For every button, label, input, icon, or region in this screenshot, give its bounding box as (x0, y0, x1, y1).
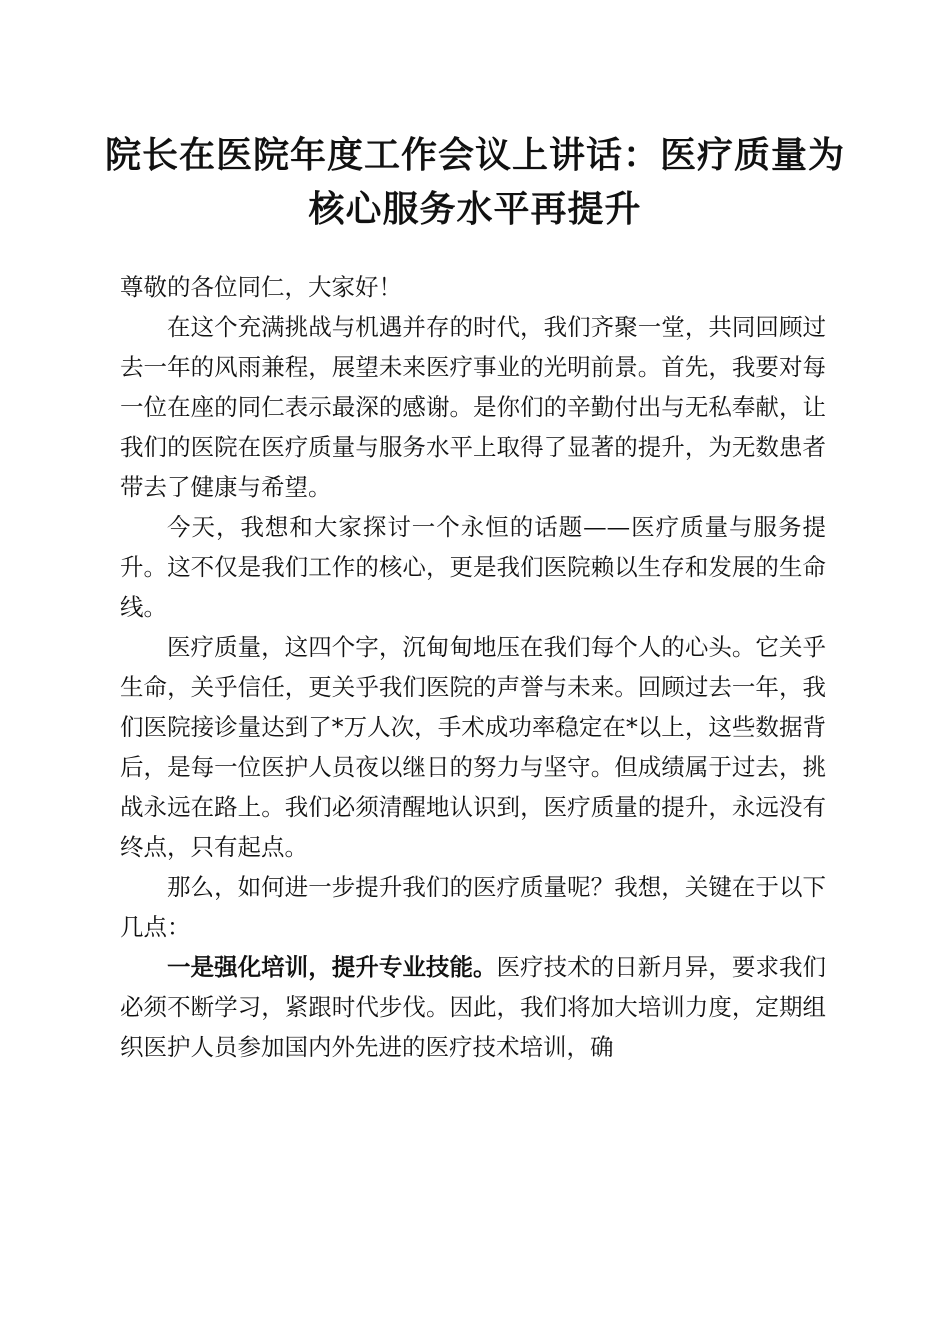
paragraph-quality: 医疗质量，这四个字，沉甸甸地压在我们每个人的心头。它关乎生命，关乎信任，更关乎我们医院的声誉与未来。回顾过去一年，我们医院接诊量达到了*万人次，手术成功率稳定在*以上，这些数据背后，是每一位医护人员夜以继日的努力与坚守。但成绩属于过去，挑战永远在路上。我们必须清醒地认识到，医疗质量的提升，永远没有终点，只有起点。 (120, 633, 826, 861)
salutation: 尊敬的各位同仁，大家好！ (120, 273, 402, 301)
paragraph-question: 那么，如何进一步提升我们的医疗质量呢？我想，关键在于以下几点： (120, 873, 826, 941)
title-line-1: 院长在医院年度工作会议上讲话：医疗质量为 (104, 134, 845, 176)
point-one-text: 医疗技术的日新月异，要求我们必须不断学习，紧跟时代步伐。因此，我们将加大培训力度，定期组织医护人员参加国内外先进的医疗技术培训，确 (120, 953, 827, 1061)
title-line-2: 核心服务水平再提升 (308, 188, 642, 230)
paragraph-point-one (120, 947, 826, 1067)
paragraph-topic: 今天，我想和大家探讨一个永恒的话题——医疗质量与服务提升。这不仅是我们工作的核心，更是我们医院赖以生存和发展的生命线。 (120, 513, 826, 621)
document-body (120, 267, 826, 1067)
document-title (100, 128, 850, 236)
paragraph-intro: 在这个充满挑战与机遇并存的时代，我们齐聚一堂，共同回顾过去一年的风雨兼程，展望未来医疗事业的光明前景。首先，我要对每一位在座的同仁表示最深的感谢。是你们的辛勤付出与无私奉献，让我们的医院在医疗质量与服务水平上取得了显著的提升，为无数患者带去了健康与希望。 (120, 313, 826, 501)
point-one-lead: 一是强化培训，提升专业技能。 (167, 953, 497, 981)
